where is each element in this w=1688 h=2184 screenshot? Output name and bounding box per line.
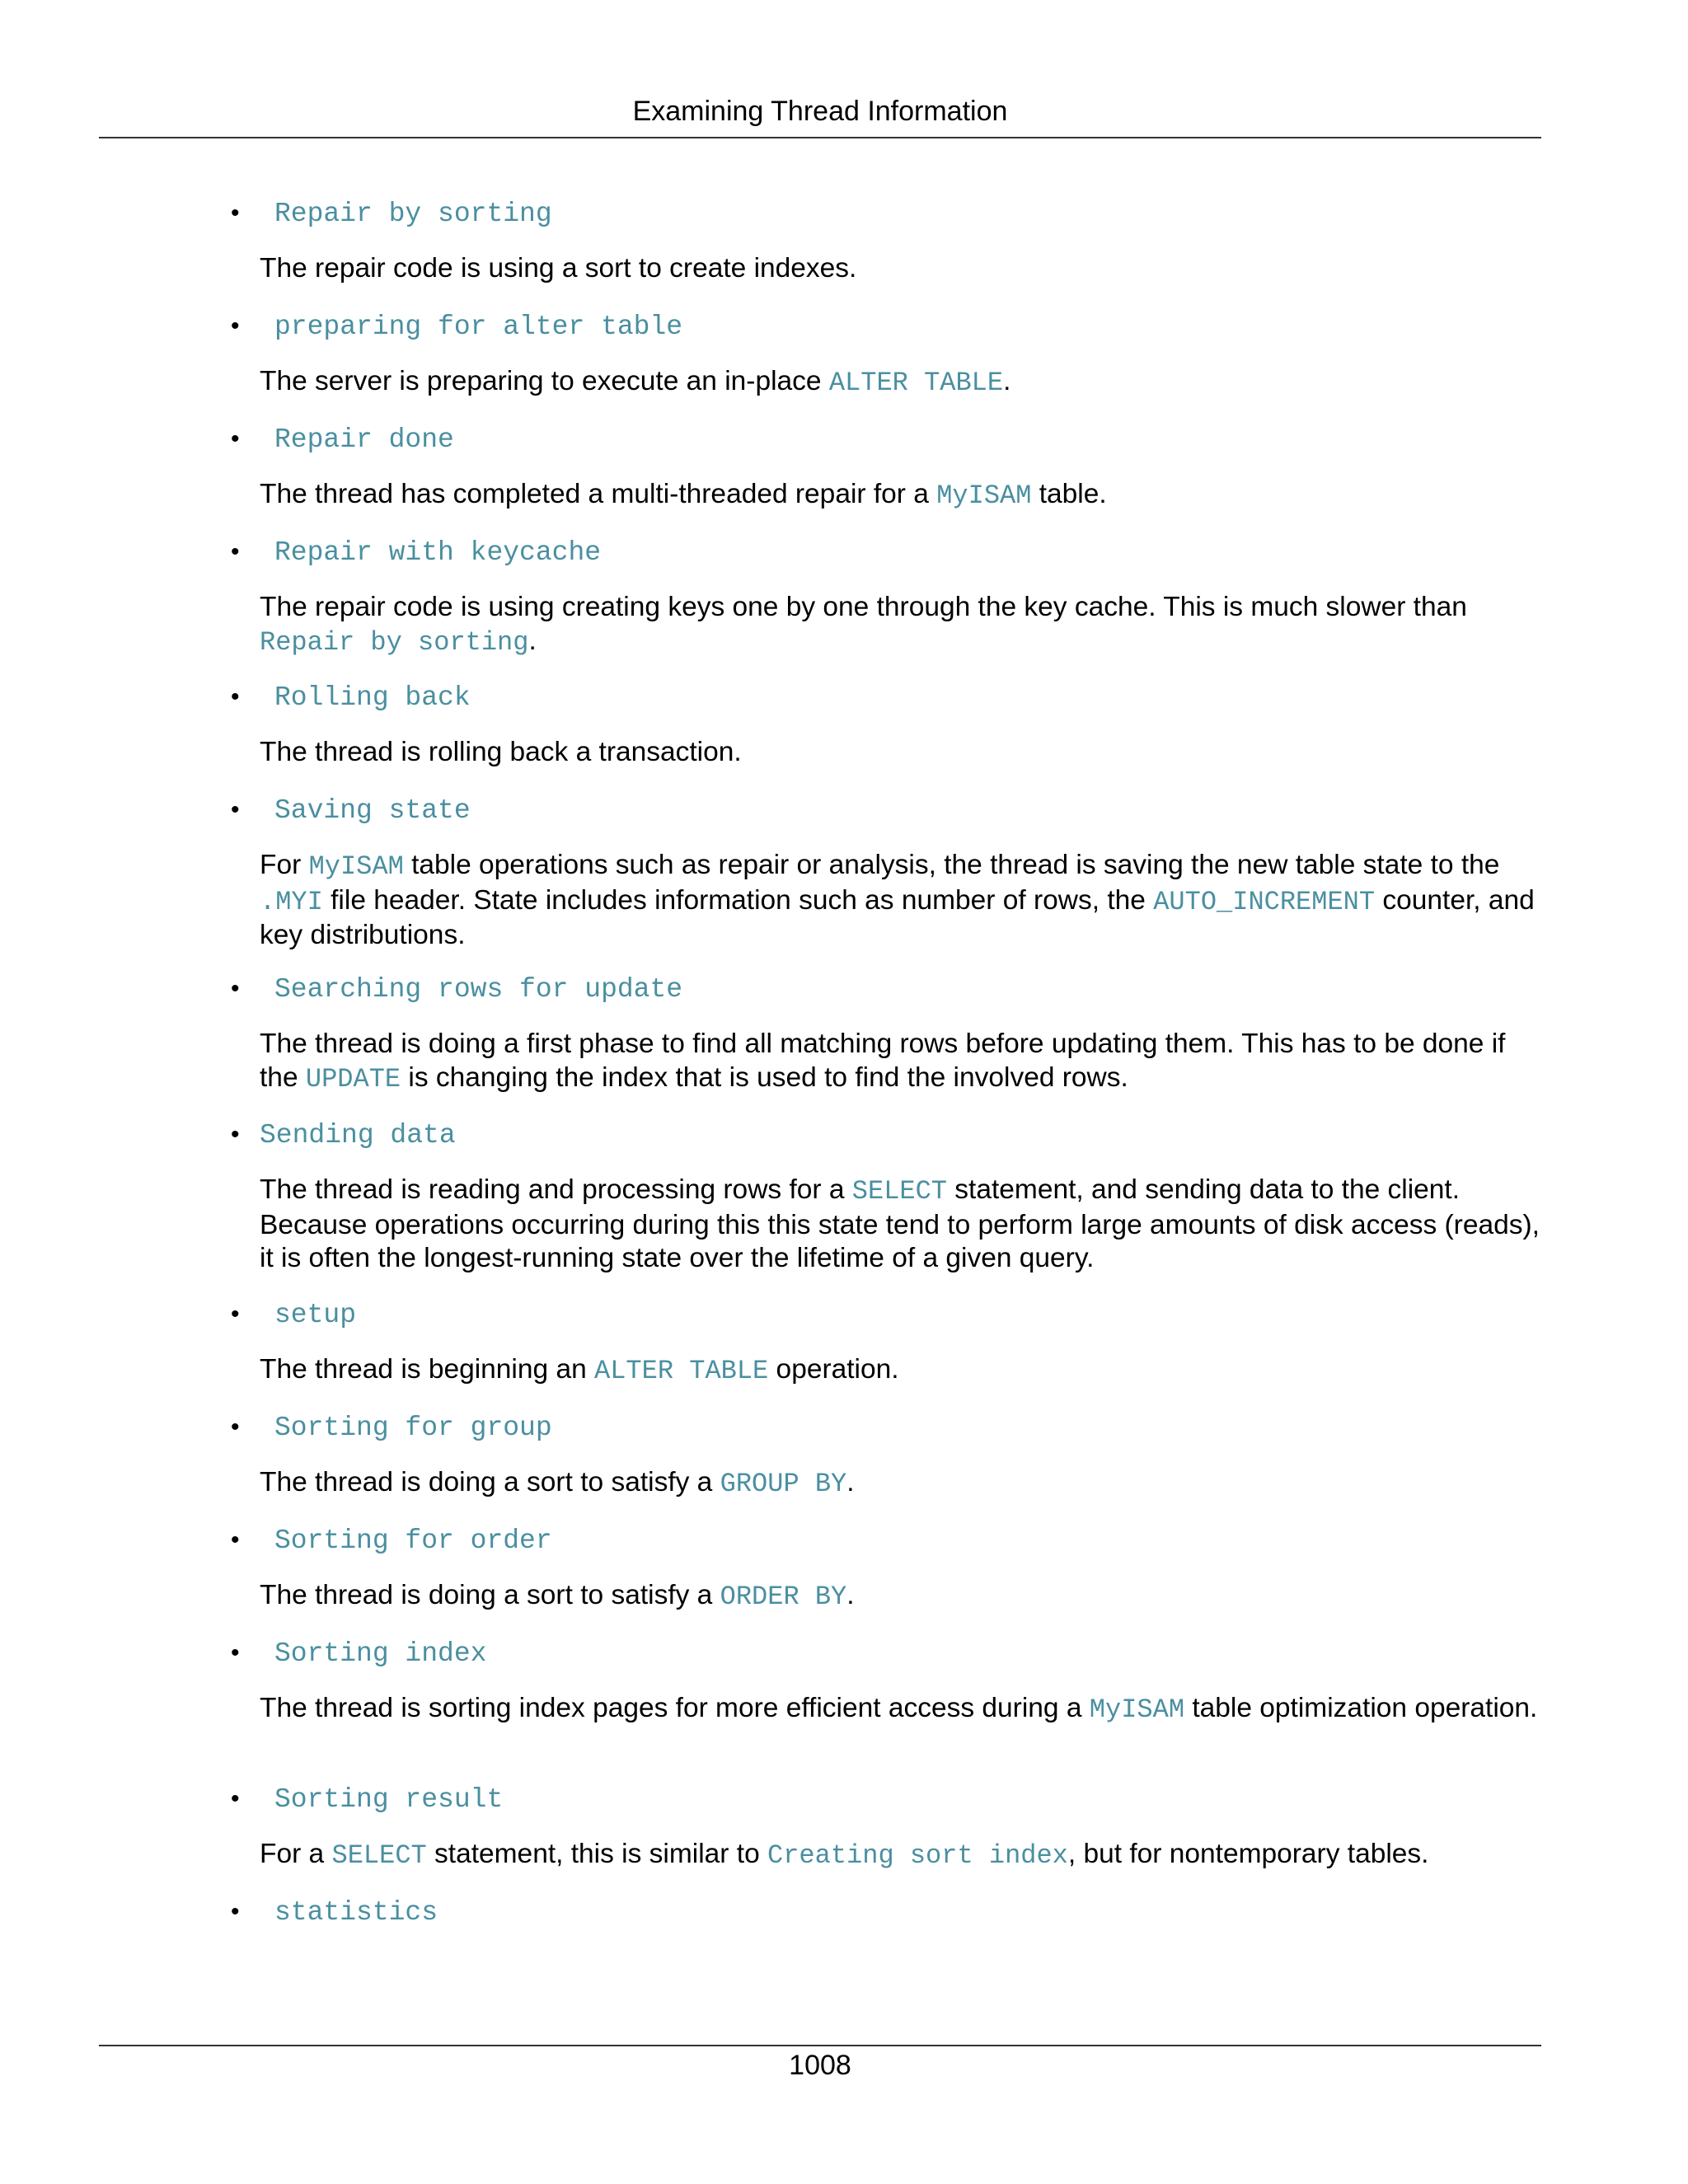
inline-code: MyISAM [936, 480, 1032, 511]
entry-description: The thread is reading and processing rows for a SELECT statement, and sending data to the client. Because operations occurring during this this state tend to perform large amounts of disk access (reads), it is often the longest-running state over the lifetime of a given query. [260, 1174, 1540, 1273]
bullet: • [231, 1898, 240, 1925]
inline-code: GROUP BY [720, 1469, 847, 1499]
bullet: • [231, 312, 240, 340]
bullet: • [231, 425, 240, 452]
bullet: • [231, 975, 240, 1002]
page-header: Examining Thread Information [632, 96, 1008, 127]
entry-term: setup [274, 1300, 357, 1330]
entry-description: The server is preparing to execute an in-place ALTER TABLE. [260, 366, 1011, 398]
inline-code: MyISAM [1089, 1694, 1185, 1725]
entry-term: Sorting for group [274, 1413, 552, 1443]
inline-code: UPDATE [305, 1063, 401, 1094]
entry-term: Repair done [274, 424, 454, 455]
bullet: • [231, 796, 240, 823]
inline-code: ALTER TABLE [594, 1356, 769, 1386]
inline-code: SELECT [851, 1176, 947, 1207]
entry-description: The thread is doing a sort to satisfy a ORDER BY. [260, 1580, 855, 1612]
inline-code: ORDER BY [720, 1582, 847, 1612]
entry-description: The thread is sorting index pages for more efficient access during a MyISAM table optimization operation. [260, 1693, 1538, 1725]
entry-term: Repair by sorting [274, 199, 552, 229]
inline-code: MyISAM [308, 851, 404, 882]
inline-code: .MYI [260, 886, 323, 917]
bullet: • [231, 1301, 240, 1328]
entry-term: Sorting for order [274, 1526, 552, 1556]
bullet: • [231, 1639, 240, 1666]
bullet: • [231, 199, 240, 227]
entry-term: Rolling back [274, 682, 471, 713]
entry-description: The repair code is using creating keys one by one through the key cache. This is much slower than Repair by sorting. [260, 592, 1467, 658]
entry-description: The repair code is using a sort to create indexes. [260, 253, 857, 284]
inline-code: SELECT [331, 1840, 427, 1871]
entry-term: Sending data [260, 1120, 456, 1151]
bullet: • [231, 1121, 240, 1148]
inline-code: Creating sort index [767, 1840, 1068, 1871]
entry-description: The thread is rolling back a transaction. [260, 737, 742, 767]
entry-term: Sorting result [274, 1784, 504, 1815]
bullet: • [231, 1785, 240, 1812]
entry-term: statistics [274, 1897, 438, 1928]
entry-term: Sorting index [274, 1638, 487, 1669]
inline-code: AUTO_INCREMENT [1153, 886, 1376, 917]
page-number: 1008 [789, 2050, 851, 2081]
entry-description: For a SELECT statement, this is similar to Creating sort index, but for nontemporary tables. [260, 1839, 1429, 1871]
entry-description: The thread is doing a sort to satisfy a GROUP BY. [260, 1467, 855, 1499]
footer-rule [99, 2045, 1541, 2046]
entry-description: The thread is doing a first phase to find all matching rows before updating them. This has to be done if the UPDATE is changing the index that is used to find the involved rows. [260, 1029, 1506, 1094]
entry-term: Repair with keycache [274, 537, 602, 568]
inline-code: ALTER TABLE [828, 368, 1004, 398]
inline-code: Repair by sorting [260, 626, 529, 658]
bullet: • [231, 538, 240, 565]
entry-description: The thread is beginning an ALTER TABLE operation. [260, 1354, 899, 1386]
entry-term: Saving state [274, 795, 471, 826]
entry-term: Searching rows for update [274, 974, 683, 1005]
entry-description: The thread has completed a multi-threaded repair for a MyISAM table. [260, 479, 1107, 511]
bullet: • [231, 1413, 240, 1441]
entry-term: preparing for alter table [274, 312, 683, 342]
bullet: • [231, 683, 240, 710]
bullet: • [231, 1526, 240, 1554]
entry-description: For MyISAM table operations such as repair or analysis, the thread is saving the new table state to the .MYI file header. State includes information such as number of rows, the AUTO_INCREMENT counter, and key distributions. [260, 850, 1535, 950]
